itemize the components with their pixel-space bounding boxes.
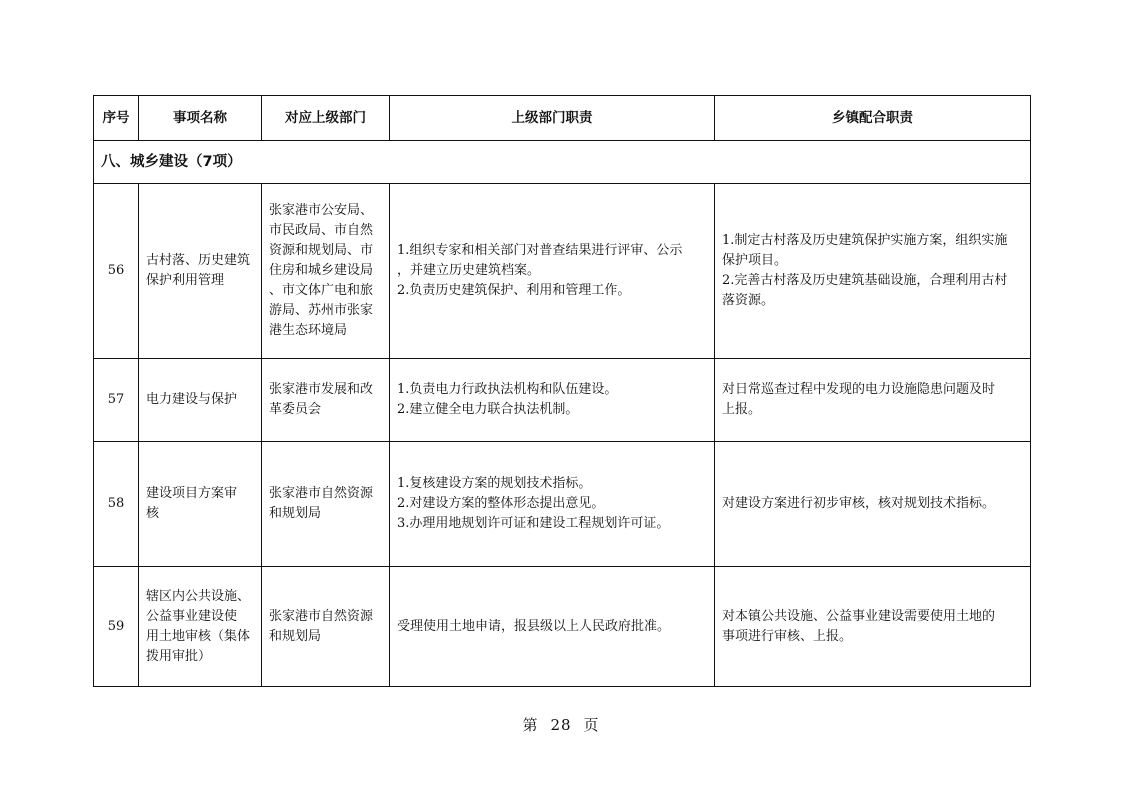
town-duty-cell [715, 359, 1031, 442]
table-row [94, 184, 1031, 359]
town-duty-cell [715, 567, 1031, 687]
town-duty-line: 对本镇公共设施、公益事业建设需要使用土地的 [722, 608, 996, 624]
header-upper-department: 对应上级部门 [262, 96, 390, 141]
upper-duty-cell [390, 359, 715, 442]
town-duty-line: 保护项目。 [722, 253, 788, 268]
department-line: 港生态环境局 [269, 323, 348, 338]
department-cell [262, 359, 390, 442]
department-line: 和规划局 [269, 506, 322, 521]
duty-table [93, 95, 1031, 687]
department-line: 张家港市公安局、 [269, 203, 374, 218]
department-line: 市民政局、市自然 [269, 223, 374, 238]
item-name-line: 古村落、历史建筑 [146, 253, 251, 268]
town-duty-cell [715, 442, 1031, 567]
table-row [94, 359, 1031, 442]
item-name-line: 保护利用管理 [146, 273, 225, 288]
department-line: 张家港市自然资源 [269, 486, 374, 501]
department-line: 和规划局 [269, 628, 322, 644]
department-line: 、市文体广电和旅 [269, 283, 374, 298]
town-duty-line: 落资源。 [722, 293, 775, 308]
item-name-cell [139, 184, 262, 359]
upper-duty-cell [390, 442, 715, 567]
department-line: 张家港市自然资源 [269, 608, 374, 624]
department-line: 住房和城乡建设局 [269, 263, 374, 278]
row-number: 57 [94, 359, 139, 442]
item-name-line: 用土地审核（集体 [146, 628, 251, 644]
page-number-prefix: 第 [522, 716, 539, 734]
item-name-cell [139, 359, 262, 442]
upper-duty-line: 2.建立健全电力联合执法机制。 [397, 402, 579, 417]
item-name-line: 拨用审批） [146, 648, 212, 664]
department-line: 革委员会 [269, 402, 322, 417]
upper-duty-line: 1.组织专家和相关部门对普查结果进行评审、公示 [397, 243, 683, 258]
town-duty-line: 2.完善古村落及历史建筑基础设施，合理利用古村 [722, 273, 1008, 288]
item-name-cell [139, 567, 262, 687]
town-duty-line: 1.制定古村落及历史建筑保护实施方案，组织实施 [722, 233, 1008, 248]
department-cell [262, 567, 390, 687]
row-number: 56 [94, 184, 139, 359]
section-row [94, 141, 1031, 184]
upper-duty-cell [390, 567, 715, 687]
upper-duty-line: ，并建立历史建筑档案。 [397, 263, 541, 278]
page-number [0, 714, 1122, 735]
upper-duty-line: 2.负责历史建筑保护、利用和管理工作。 [397, 283, 631, 298]
header-item-name: 事项名称 [139, 96, 262, 141]
department-cell [262, 442, 390, 567]
table-row [94, 442, 1031, 567]
upper-duty-line: 2.对建设方案的整体形态提出意见。 [397, 496, 605, 511]
section-title: 八、城乡建设（7项） [94, 141, 1031, 184]
department-line: 张家港市发展和改 [269, 382, 374, 397]
upper-duty-line: 3.办理用地规划许可证和建设工程规划许可证。 [397, 516, 670, 531]
table-row [94, 567, 1031, 687]
header-town-duty: 乡镇配合职责 [715, 96, 1031, 141]
item-name-line: 核 [146, 506, 160, 521]
upper-duty-cell [390, 184, 715, 359]
header-no: 序号 [94, 96, 139, 141]
upper-duty-line: 1.负责电力行政执法机构和队伍建设。 [397, 382, 618, 397]
upper-duty-line: 受理使用土地申请，报县级以上人民政府批准。 [397, 618, 671, 634]
header-upper-duty: 上级部门职责 [390, 96, 715, 141]
item-name-line: 电力建设与保护 [146, 392, 238, 407]
town-duty-line: 上报。 [722, 402, 762, 417]
upper-duty-line: 1.复核建设方案的规划技术指标。 [397, 476, 592, 491]
department-line: 游局、苏州市张家 [269, 303, 374, 318]
item-name-cell [139, 442, 262, 567]
item-name-line: 公益事业建设使 [146, 608, 238, 624]
item-name-line: 建设项目方案审 [146, 486, 238, 501]
table-header-row [94, 96, 1031, 141]
town-duty-line: 对日常巡查过程中发现的电力设施隐患问题及时 [722, 382, 996, 397]
row-number: 58 [94, 442, 139, 567]
page-number-value: 28 [550, 716, 572, 734]
department-cell [262, 184, 390, 359]
row-number: 59 [94, 567, 139, 687]
town-duty-line: 事项进行审核、上报。 [722, 628, 853, 644]
town-duty-line: 对建设方案进行初步审核，核对规划技术指标。 [722, 496, 996, 511]
town-duty-cell [715, 184, 1031, 359]
item-name-line: 辖区内公共设施、 [146, 588, 251, 604]
page-number-suffix: 页 [583, 716, 600, 734]
department-line: 资源和规划局、市 [269, 243, 374, 258]
